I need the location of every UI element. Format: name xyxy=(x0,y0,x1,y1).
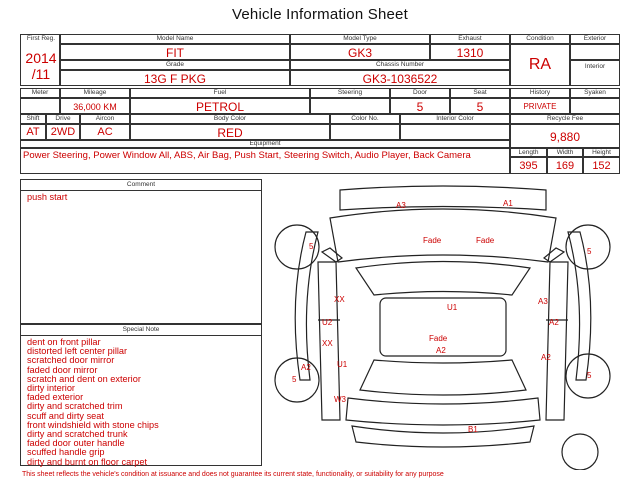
condition-hdr xyxy=(510,34,570,44)
note-item: dirty and burnt on floor carpet xyxy=(27,456,148,467)
note-item: front windshield with stone chips xyxy=(27,419,159,430)
meter-label: Meter xyxy=(31,89,49,96)
windshield-outline xyxy=(356,262,530,296)
length-label: Length xyxy=(518,149,539,156)
first-reg-month: /11 xyxy=(31,66,51,82)
special-note-label: Special Note xyxy=(21,325,261,336)
note-item: scuffed handle grip xyxy=(27,447,105,458)
note-item: faded door outer handle xyxy=(27,438,125,449)
exhaust-label: Exhaust xyxy=(458,35,482,42)
equipment-value: Power Steering, Power Window All, ABS, Air Bag, Push Start, Steering Switch, Audio Player, Back Camera xyxy=(23,150,471,161)
trunk-outline xyxy=(346,398,540,425)
grade-value: 13G F PKG xyxy=(143,72,207,86)
tire-rear-left xyxy=(275,358,319,402)
door-hdr xyxy=(390,88,450,98)
chassis-label: Chassis Number xyxy=(375,61,425,68)
fuel-cell xyxy=(130,98,310,114)
model-type-value: GK3 xyxy=(347,46,372,60)
height-label: Height xyxy=(592,149,611,156)
steering-label: Steering xyxy=(337,89,363,96)
length-hdr xyxy=(510,148,547,157)
interior-label: Interior xyxy=(584,63,606,70)
history-hdr xyxy=(510,88,570,98)
mark-a2-right-upper: A2 xyxy=(549,318,559,327)
mark-a3-right: A3 xyxy=(538,297,548,306)
body-color-hdr xyxy=(130,114,330,124)
equipment-cell xyxy=(20,148,510,174)
width-cell xyxy=(547,157,583,174)
length-cell xyxy=(510,157,547,174)
shift-value: AT xyxy=(26,126,40,138)
history-value: PRIVATE xyxy=(523,102,557,111)
drive-hdr xyxy=(46,114,80,124)
mark-u1-left: U1 xyxy=(337,360,348,369)
rear-bumper-outline xyxy=(352,426,534,447)
mark-tire-fr: 5 xyxy=(587,247,592,256)
condition-value: RA xyxy=(528,56,552,73)
height-value: 152 xyxy=(592,160,611,172)
door-cell xyxy=(390,98,450,114)
mark-u2-left: U2 xyxy=(322,318,333,327)
history-cell xyxy=(510,98,570,114)
mark-fade-center: Fade xyxy=(429,334,448,343)
note-item: scuff and dirty seat xyxy=(27,410,104,421)
shift-hdr xyxy=(20,114,46,124)
note-item: scratched door mirror xyxy=(27,355,115,366)
left-mirror xyxy=(322,248,342,262)
interior-color-hdr xyxy=(400,114,510,124)
mark-a2-left: A2 xyxy=(301,363,311,372)
right-mirror xyxy=(544,248,564,262)
mark-fade-left: Fade xyxy=(423,236,442,245)
body-color-value: RED xyxy=(217,126,243,140)
equipment-hdr xyxy=(20,140,510,148)
shift-label: Shift xyxy=(26,115,40,122)
right-doors-outline xyxy=(546,262,568,420)
mark-a3-top: A3 xyxy=(396,201,406,210)
aircon-label: Aircon xyxy=(95,115,115,122)
disclaimer-footer: This sheet reflects the vehicle's condition at issuance and does not guarantee its current state, functionality, or suitability for any purpose xyxy=(22,471,444,478)
seat-cell xyxy=(450,98,510,114)
shift-cell xyxy=(20,124,46,140)
mark-tire-rr: 5 xyxy=(587,371,592,380)
first-reg-label: First Reg. xyxy=(26,35,56,42)
mileage-cell xyxy=(60,98,130,114)
aircon-cell xyxy=(80,124,130,140)
recycle-fee-label: Recycle Fee xyxy=(546,115,584,122)
interior-cell xyxy=(570,60,620,86)
model-name-hdr xyxy=(60,34,290,44)
mark-fade-right: Fade xyxy=(476,236,495,245)
seat-hdr xyxy=(450,88,510,98)
drive-value: 2WD xyxy=(50,126,76,138)
exhaust-cell xyxy=(430,44,510,60)
comment-list xyxy=(27,193,67,202)
comment-box xyxy=(20,179,262,324)
sheet-title: Vehicle Information Sheet xyxy=(232,6,408,23)
chassis-hdr xyxy=(290,60,510,70)
spare-tire xyxy=(562,434,598,470)
seat-label: Seat xyxy=(473,89,487,96)
first-reg-year: 2014 xyxy=(25,50,57,66)
condition-label: Condition xyxy=(526,35,554,42)
note-item: scratch and dent on exterior xyxy=(27,373,141,384)
model-type-label: Model Type xyxy=(343,35,377,42)
mark-xx-lower: XX xyxy=(322,339,333,348)
door-label: Door xyxy=(412,89,428,96)
width-hdr xyxy=(547,148,583,157)
recycle-fee-cell xyxy=(510,124,620,148)
color-no-hdr xyxy=(330,114,400,124)
syaken-cell xyxy=(570,98,620,114)
height-hdr xyxy=(583,148,620,157)
body-color-label: Body Color xyxy=(213,115,247,122)
height-cell xyxy=(583,157,620,174)
mark-u1-center: U1 xyxy=(447,303,458,312)
mark-xx-upper: XX xyxy=(334,295,345,304)
note-item: distorted left center pillar xyxy=(27,346,128,357)
fuel-hdr xyxy=(130,88,310,98)
note-item: dirty interior xyxy=(27,383,75,394)
recycle-fee-value: 9,880 xyxy=(549,130,581,144)
seat-value: 5 xyxy=(476,100,484,114)
aircon-value: AC xyxy=(97,126,113,138)
rear-window-outline xyxy=(360,360,526,395)
history-label: History xyxy=(529,89,551,96)
interior-color-cell xyxy=(400,124,510,140)
comment-item: push start xyxy=(27,192,68,202)
special-note-box xyxy=(20,324,262,466)
note-item: faded door mirror xyxy=(27,364,98,375)
note-item: dirty and scratched trunk xyxy=(27,429,128,440)
color-no-label: Color No. xyxy=(351,115,379,122)
note-item: dirty and scratched trim xyxy=(27,401,123,412)
info-grid xyxy=(20,34,620,174)
grade-cell xyxy=(60,70,290,86)
recycle-fee-hdr xyxy=(510,114,620,124)
exterior-cell xyxy=(570,44,620,60)
mileage-label: Mileage xyxy=(83,89,107,96)
equipment-label: Equipment xyxy=(249,140,281,147)
steering-cell xyxy=(310,98,390,114)
grade-label: Grade xyxy=(165,61,185,68)
fuel-label: Fuel xyxy=(213,89,227,96)
meter-cell xyxy=(20,98,60,114)
hood-outline xyxy=(330,209,556,262)
condition-cell xyxy=(510,44,570,86)
fuel-value: PETROL xyxy=(195,100,244,114)
note-item: faded exterior xyxy=(27,392,84,403)
body-color-cell xyxy=(130,124,330,140)
width-label: Width xyxy=(556,149,574,156)
special-note-list xyxy=(27,338,159,467)
model-name-value: FIT xyxy=(166,46,184,60)
drive-label: Drive xyxy=(55,115,71,122)
comment-label: Comment xyxy=(21,180,261,191)
mark-a1-top: A1 xyxy=(503,199,513,208)
model-type-hdr xyxy=(290,34,430,44)
chassis-value: GK3-1036522 xyxy=(362,72,438,86)
note-item: dent on front pillar xyxy=(27,337,101,347)
exterior-label: Exterior xyxy=(583,35,607,42)
aircon-hdr xyxy=(80,114,130,124)
mark-a2-right-mid: A2 xyxy=(541,353,551,362)
exterior-hdr xyxy=(570,34,620,44)
front-bumper-outline xyxy=(340,186,546,210)
length-value: 395 xyxy=(519,160,538,172)
chassis-cell xyxy=(290,70,510,86)
mileage-hdr xyxy=(60,88,130,98)
steering-hdr xyxy=(310,88,390,98)
syaken-hdr xyxy=(570,88,620,98)
first-reg-cell xyxy=(20,34,60,86)
grade-hdr xyxy=(60,60,290,70)
mark-a2-center: A2 xyxy=(436,346,446,355)
car-damage-diagram xyxy=(266,178,620,470)
exhaust-value: 1310 xyxy=(456,46,484,60)
width-value: 169 xyxy=(555,160,575,172)
mark-tire-rl: 5 xyxy=(292,375,297,384)
mark-tire-fl: 5 xyxy=(309,242,314,251)
mileage-value: 36,000 KM xyxy=(73,102,117,112)
color-no-cell xyxy=(330,124,400,140)
exhaust-hdr xyxy=(430,34,510,44)
mark-w3: W3 xyxy=(334,395,346,404)
syaken-label: Syaken xyxy=(584,89,606,96)
interior-color-label: Interior Color xyxy=(436,115,474,122)
model-name-cell xyxy=(60,44,290,60)
model-name-label: Model Name xyxy=(156,35,194,42)
drive-cell xyxy=(46,124,80,140)
meter-hdr xyxy=(20,88,60,98)
mark-b1: B1 xyxy=(468,425,478,434)
model-type-cell xyxy=(290,44,430,60)
door-value: 5 xyxy=(416,100,424,114)
